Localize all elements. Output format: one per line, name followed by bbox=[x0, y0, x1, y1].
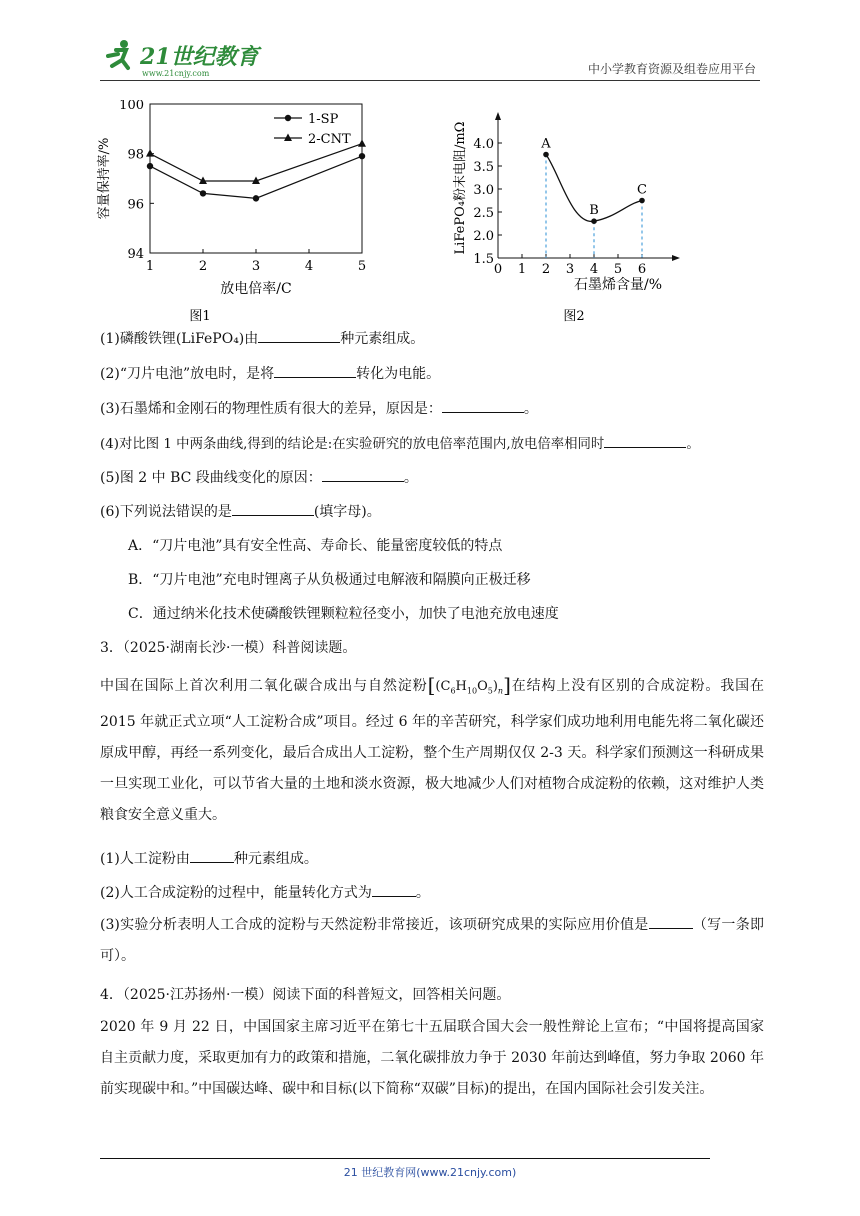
data-point bbox=[146, 149, 154, 157]
y-tick-label: 94 bbox=[127, 247, 144, 262]
answer-blank[interactable] bbox=[232, 501, 314, 516]
data-point bbox=[199, 176, 207, 184]
site-logo bbox=[96, 36, 266, 80]
figure-2-chart bbox=[450, 108, 690, 322]
data-point bbox=[253, 195, 259, 201]
answer-blank[interactable] bbox=[442, 398, 524, 413]
legend-label: 1-SP bbox=[308, 112, 339, 127]
q3-sub3: (3)实验分析表明人工合成的淀粉与天然淀粉非常接近，该项研究成果的实际应用价值是 （写一条即可）。 bbox=[100, 910, 764, 972]
figure-1-caption: 图1 bbox=[189, 309, 211, 322]
x-tick-label: 5 bbox=[613, 262, 623, 277]
footer-divider bbox=[100, 1158, 710, 1159]
answer-blank[interactable] bbox=[258, 328, 340, 343]
q2-option-c: C．通过纳米化技术使磷酸铁锂颗粒粒径变小，加快了电池充放电速度 bbox=[128, 606, 559, 622]
x-tick-label: 2 bbox=[198, 259, 208, 274]
q2-sub6: (6)下列说法错误的是 (填字母)。 bbox=[100, 501, 760, 523]
point-label: A bbox=[541, 136, 551, 152]
x-tick-label: 2 bbox=[541, 262, 551, 277]
y-tick-label: 3.0 bbox=[473, 183, 494, 198]
x-axis-label: 放电倍率/C bbox=[220, 281, 292, 297]
header-divider bbox=[100, 80, 760, 81]
data-point bbox=[200, 190, 206, 196]
q2-option-a: A．“刀片电池”具有安全性高、寿命长、能量密度较低的特点 bbox=[128, 538, 503, 554]
x-axis-label: 石墨烯含量/% bbox=[573, 277, 663, 293]
answer-blank[interactable] bbox=[190, 848, 234, 863]
point-label: C bbox=[637, 182, 647, 198]
q3-sub1: (1)人工淀粉由 种元素组成。 bbox=[100, 848, 760, 870]
q2-sub4: (4)对比图 1 中两条曲线,得到的结论是:在实验研究的放电倍率范围内,放电倍率相同时 。 bbox=[100, 433, 760, 456]
legend-label: 2-CNT bbox=[308, 132, 351, 147]
q3-heading: 3．（2025·湖南长沙·一模）科普阅读题。 bbox=[100, 640, 357, 656]
answer-blank[interactable] bbox=[649, 914, 693, 929]
data-point bbox=[358, 139, 366, 147]
y-tick-label: 2.0 bbox=[473, 229, 494, 244]
q2-sub1: (1)磷酸铁锂(LiFePO₄)由 种元素组成。 bbox=[100, 328, 760, 350]
x-tick-label: 5 bbox=[357, 259, 367, 274]
x-tick-label: 3 bbox=[251, 259, 261, 274]
answer-blank[interactable] bbox=[604, 433, 686, 448]
footer-text: 21 世纪教育网(www.21cnjy.com) bbox=[343, 1166, 517, 1179]
x-tick-label: 1 bbox=[517, 262, 527, 277]
x-tick-label: 0 bbox=[493, 262, 503, 277]
data-point bbox=[359, 153, 365, 159]
y-tick-label: 1.5 bbox=[473, 252, 494, 267]
answer-blank[interactable] bbox=[274, 363, 356, 378]
q2-sub5: (5)图 2 中 BC 段曲线变化的原因： 。 bbox=[100, 467, 760, 489]
x-tick-label: 6 bbox=[637, 262, 647, 277]
point-label: B bbox=[589, 203, 599, 219]
q4-passage: 2020 年 9 月 22 日，中国国家主席习近平在第七十五届联合国大会一般性辩论上宣布；“中国将提高国家自主贡献力度，采取更加有力的政策和措施，二氧化碳排放力争于 2030 年前达到峰值，努力争取 2060 年前实现碳中和。”中国碳达峰、碳中和目标(以下简称“双碳”目标)的提出，在国内国际社会引发关注。 bbox=[100, 1019, 764, 1097]
data-point bbox=[147, 163, 153, 169]
legend-marker bbox=[285, 115, 291, 121]
y-tick-label: 2.5 bbox=[473, 206, 494, 221]
data-point bbox=[591, 218, 597, 224]
q2-sub3: (3)石墨烯和金刚石的物理性质有很大的差异，原因是： 。 bbox=[100, 398, 760, 420]
y-axis-label: 容量保持率/% bbox=[97, 137, 112, 220]
y-tick-label: 3.5 bbox=[473, 160, 494, 175]
answer-blank[interactable] bbox=[372, 882, 416, 897]
x-axis-arrow bbox=[672, 255, 680, 261]
data-point bbox=[639, 198, 645, 204]
logo-text: 21世纪教育 bbox=[140, 44, 259, 70]
starch-formula: $[(C_6H_{10}O_5)_n]$ bbox=[427, 673, 511, 697]
y-tick-label: 96 bbox=[127, 197, 144, 213]
figure-1-chart bbox=[96, 100, 386, 322]
q2-option-b: B．“刀片电池”充电时锂离子从负极通过电解液和隔膜向正极迁移 bbox=[128, 572, 531, 588]
y-tick-label: 98 bbox=[127, 147, 144, 163]
q3-passage: 中国在国际上首次利用二氧化碳合成出与自然淀粉$[(C_6H_{10}O_5)_n]$在结构上没有区别的合成淀粉。我国在 2015 年就正式立项“人工淀粉合成”项目。经过 6 年的辛苦研究，科学家们成功地利用电能先将二氧化碳还原成甲醇，再经一系列变化，最后合成出人工淀粉，整个生产周期仅仅 2-3 天。科学家们预测这一科研成果一旦实现工业化，可以节省大量的土地和淡水资源，极大地减少人们对植物合成淀粉的依赖，这对维护人类粮食安全意义重大。 bbox=[100, 670, 764, 831]
answer-blank[interactable] bbox=[322, 467, 404, 482]
legend-marker bbox=[284, 134, 292, 142]
figure-2-caption: 图2 bbox=[563, 309, 585, 322]
q2-sub2: (2)“刀片电池”放电时，是将 转化为电能。 bbox=[100, 363, 760, 385]
figure-2-plot bbox=[452, 112, 680, 293]
runner-icon bbox=[108, 40, 128, 68]
x-tick-label: 4 bbox=[589, 262, 599, 277]
logo-url: www.21cnjy.com bbox=[142, 69, 210, 78]
figure-1-plot bbox=[96, 100, 366, 297]
data-point bbox=[543, 152, 549, 158]
y-tick-label: 4.0 bbox=[473, 137, 494, 152]
header-platform-text: 中小学教育资源及组卷应用平台 bbox=[587, 62, 756, 76]
y-axis-arrow bbox=[495, 112, 501, 120]
y-tick-label: 100 bbox=[119, 100, 144, 113]
x-tick-label: 4 bbox=[304, 259, 314, 274]
q4-heading: 4．（2025·江苏扬州·一模）阅读下面的科普短文，回答相关问题。 bbox=[100, 987, 511, 1003]
y-axis-label: LiFePO₄粉末电阻/mΩ bbox=[453, 121, 468, 255]
series-line-2-CNT bbox=[150, 144, 362, 181]
x-tick-label: 1 bbox=[145, 259, 155, 274]
x-tick-label: 3 bbox=[565, 262, 575, 277]
q3-sub2: (2)人工合成淀粉的过程中，能量转化方式为 。 bbox=[100, 882, 760, 904]
